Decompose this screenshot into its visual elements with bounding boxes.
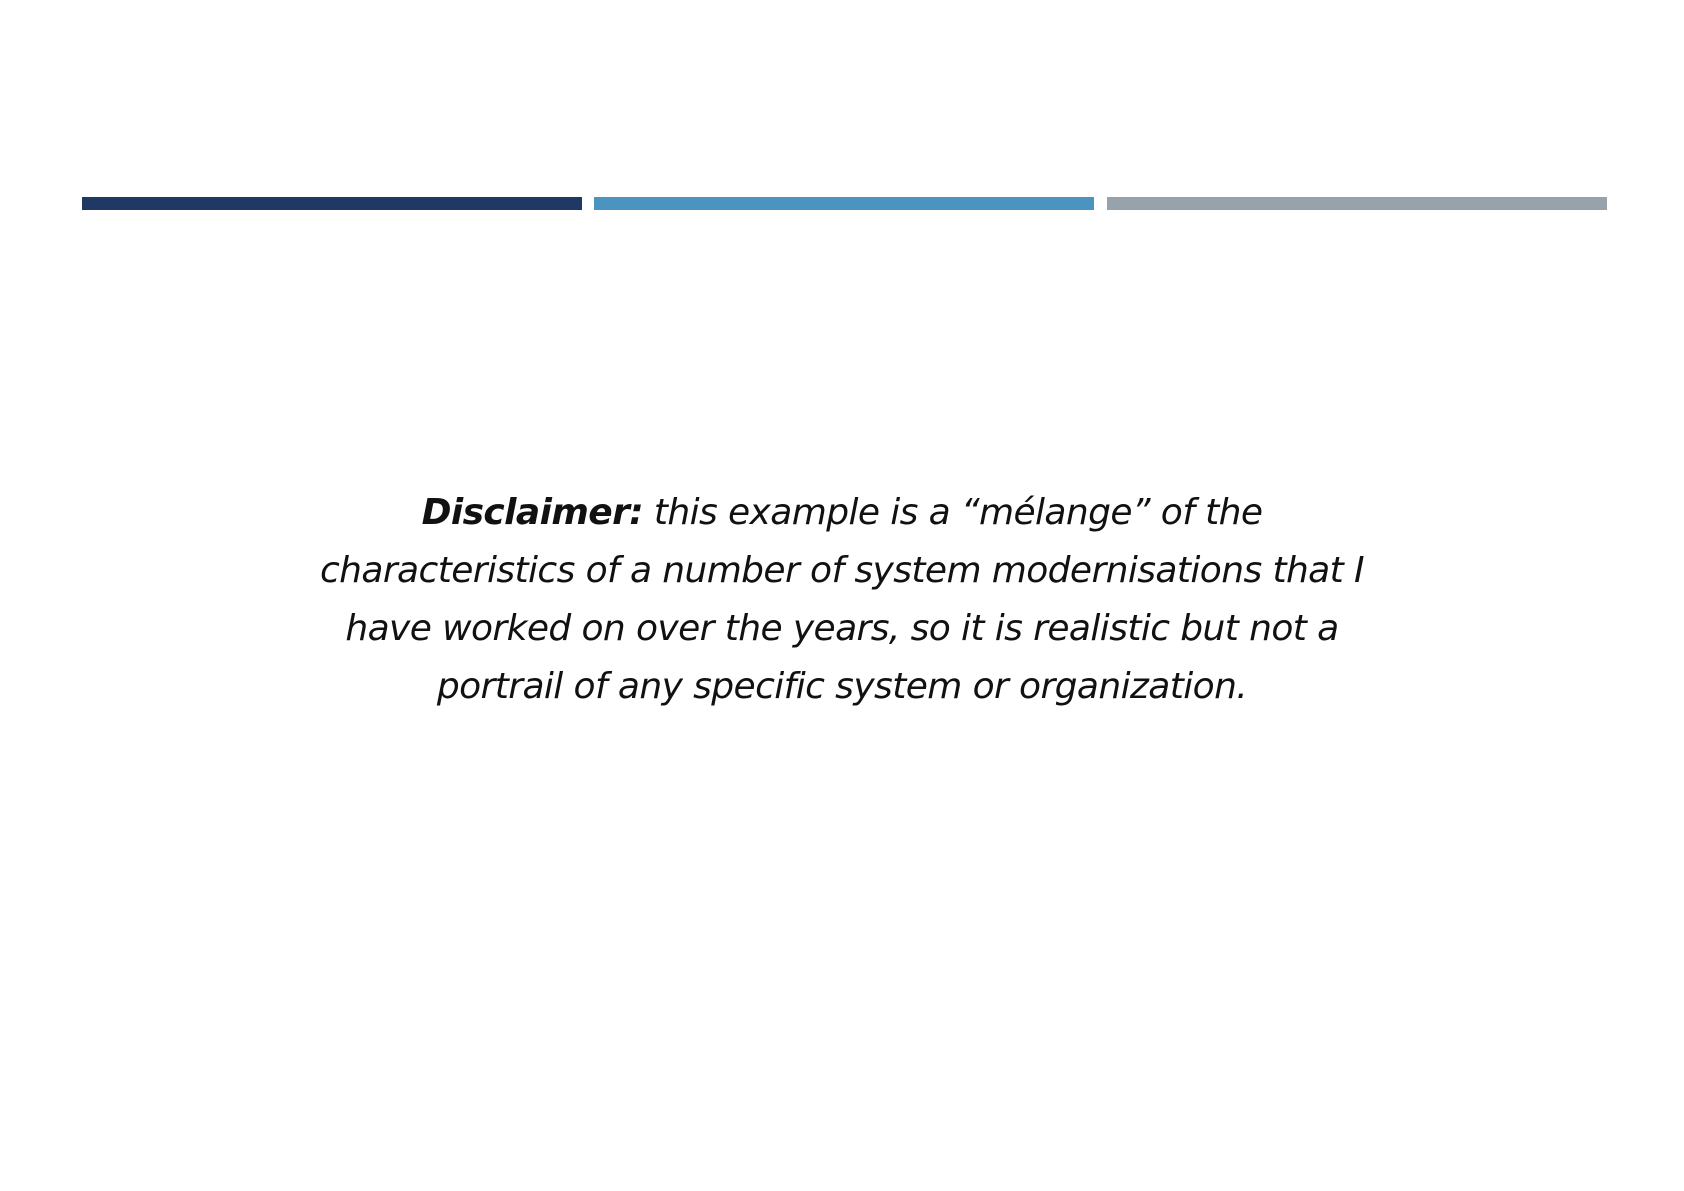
accent-bar-light-blue (594, 197, 1094, 210)
accent-bar-gray (1107, 197, 1607, 210)
accent-bar-dark-blue (82, 197, 582, 210)
disclaimer-label: Disclaimer: (421, 492, 644, 533)
disclaimer-text: this example is a “mélange” of the characteristics of a number of system modernisations that I have worked on over the years, so it is realistic but not a portrail of any specific system or organization. (319, 492, 1365, 707)
disclaimer-paragraph (292, 484, 1392, 716)
